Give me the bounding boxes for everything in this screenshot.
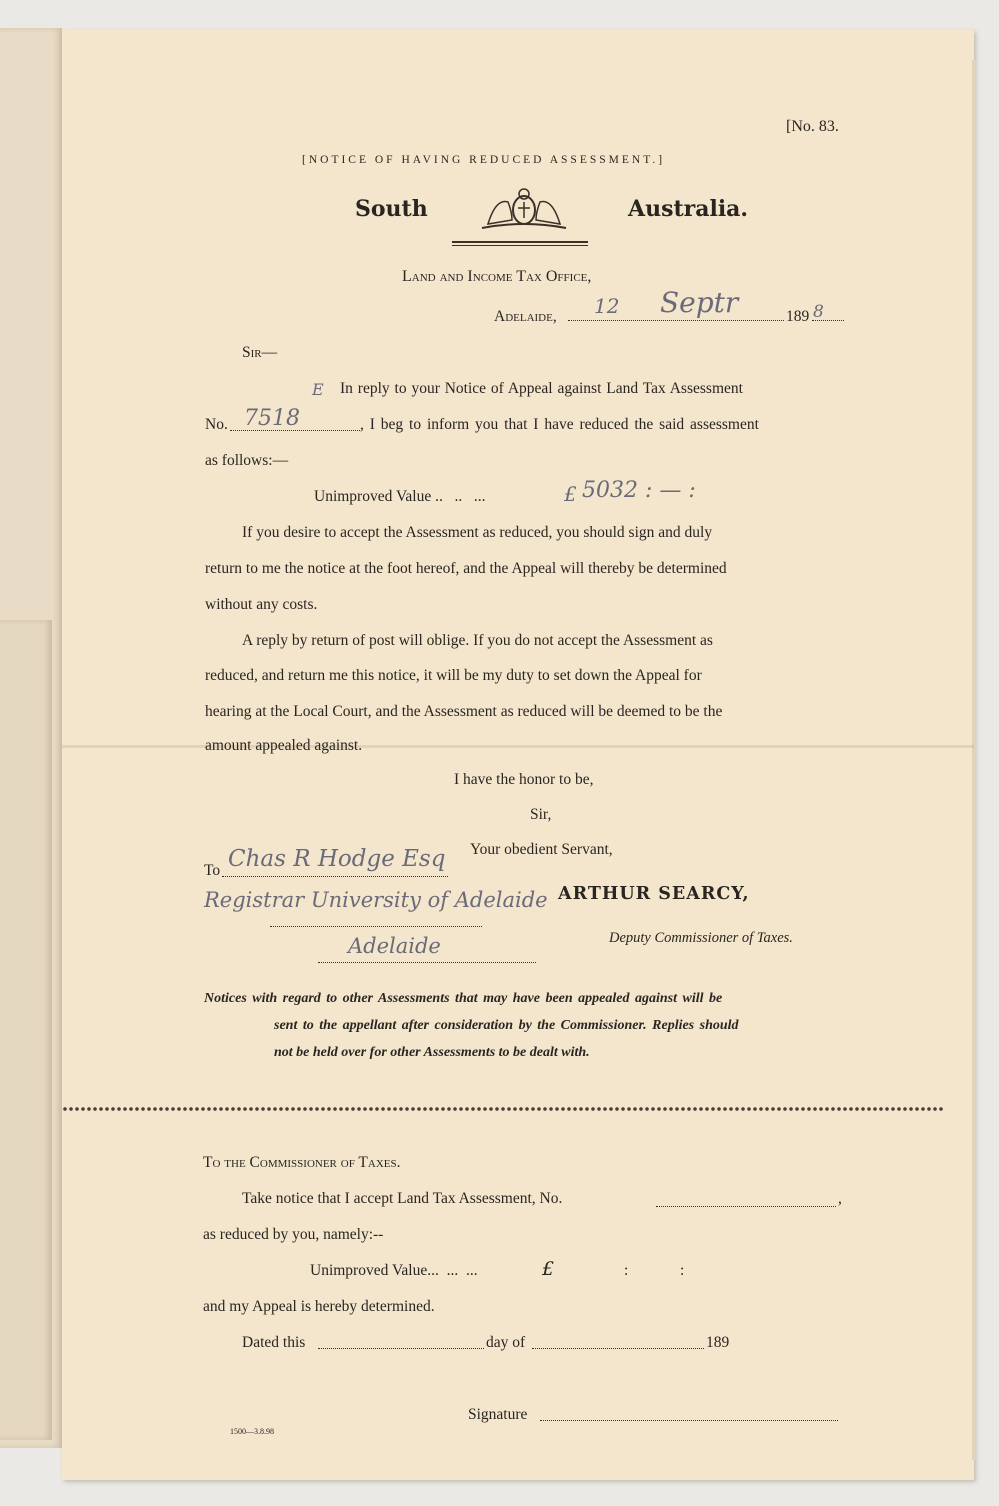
form-heading: [NOTICE OF HAVING REDUCED ASSESSMENT.]	[302, 154, 666, 166]
header-rule	[452, 241, 588, 243]
slip-colon-2: :	[680, 1262, 685, 1279]
slip-value-label: Unimproved Value... ... ...	[310, 1262, 478, 1279]
year-line	[812, 296, 844, 321]
para1-line3: as follows:—	[205, 452, 289, 469]
note-line1: Notices with regard to other Assessments that may have been appealed against will be	[204, 991, 723, 1006]
coat-of-arms-emblem	[478, 184, 570, 232]
place-prefix: Adelaide,	[494, 308, 557, 325]
hand-value: 5032 : — :	[582, 478, 696, 503]
para3-line3: hearing at the Local Court, and the Assessment as reduced will be deemed to be the	[205, 703, 723, 720]
hand-addressee-city: Adelaide	[348, 934, 441, 958]
slip-line1: Take notice that I accept Land Tax Assessment, No.	[242, 1190, 563, 1207]
pound-sign: £	[564, 482, 577, 506]
sheet-right-edge	[972, 60, 976, 1460]
slip-day-of-label: day of	[486, 1334, 526, 1351]
slip-to: To the Commissioner of Taxes.	[203, 1154, 401, 1171]
slip-line4: and my Appeal is hereby determined.	[203, 1298, 435, 1315]
slip-pound: £	[542, 1258, 555, 1280]
slip-line1-end: ,	[838, 1190, 842, 1207]
fold-line	[62, 745, 974, 748]
to-label: To	[204, 862, 221, 879]
para1-line1: In reply to your Notice of Appeal against Land Tax Assessment	[340, 380, 743, 397]
note-line2: sent to the appellant after consideration by the Commissioner. Replies should	[274, 1018, 739, 1033]
slip-colon-1: :	[624, 1262, 629, 1279]
state-left: South	[355, 196, 428, 222]
hand-month: Septr	[660, 286, 739, 319]
note-line3: not be held over for other Assessments to be dealt with.	[274, 1045, 590, 1060]
hand-year-digit: 8	[813, 302, 824, 322]
office-name: Land and Income Tax Office,	[402, 268, 592, 285]
closing-line2: Sir,	[530, 806, 552, 823]
slip-dated-label: Dated this	[242, 1334, 306, 1351]
perforation-line	[62, 1104, 944, 1114]
hand-assessment-no: 7518	[244, 406, 300, 431]
closing-line1: I have the honor to be,	[454, 771, 594, 788]
para2-line3: without any costs.	[205, 596, 318, 613]
para3-line1: A reply by return of post will oblige. If you do not accept the Assessment as	[242, 632, 713, 649]
para3-line2: reduced, and return me this notice, it will be my duty to set down the Appeal for	[205, 667, 702, 684]
assessment-no-label: No.	[205, 416, 228, 433]
para3-line4: amount appealed against.	[205, 737, 363, 754]
header-rule-2	[452, 245, 588, 246]
para2-line2: return to me the notice at the foot hereof, and the Appeal will thereby be determined	[205, 560, 727, 577]
signatory-title: Deputy Commissioner of Taxes.	[609, 930, 793, 946]
slip-month-field	[532, 1332, 704, 1349]
slip-dated-field	[318, 1332, 484, 1349]
hand-letter-mark: E	[312, 380, 324, 399]
closing-line3: Your obedient Servant,	[470, 841, 613, 858]
hand-day: 12	[594, 294, 620, 318]
state-right: Australia.	[628, 196, 749, 222]
year-prefix: 189	[786, 308, 810, 325]
slip-signature-field	[540, 1404, 838, 1421]
slip-no-field	[656, 1190, 836, 1207]
value-label: Unimproved Value .. .. ...	[314, 488, 486, 505]
document-sheet	[62, 30, 974, 1480]
salutation: Sir—	[242, 344, 278, 361]
signatory-name: ARTHUR SEARCY,	[558, 884, 750, 904]
left-page-edge-torn	[0, 620, 52, 1440]
slip-year: 189	[706, 1334, 730, 1351]
para1-line2: , I beg to inform you that I have reduced the said assessment	[360, 416, 759, 433]
para2-line1: If you desire to accept the Assessment as reduced, you should sign and duly	[242, 524, 713, 541]
hand-addressee-name: Chas R Hodge Esq	[228, 846, 446, 872]
form-number: [No. 83.	[786, 118, 839, 135]
print-code: 1500—3.8.98	[230, 1427, 274, 1436]
slip-line2: as reduced by you, namely:--	[203, 1226, 384, 1243]
slip-signature-label: Signature	[468, 1406, 528, 1423]
hand-addressee-title: Registrar University of Adelaide	[204, 888, 548, 912]
